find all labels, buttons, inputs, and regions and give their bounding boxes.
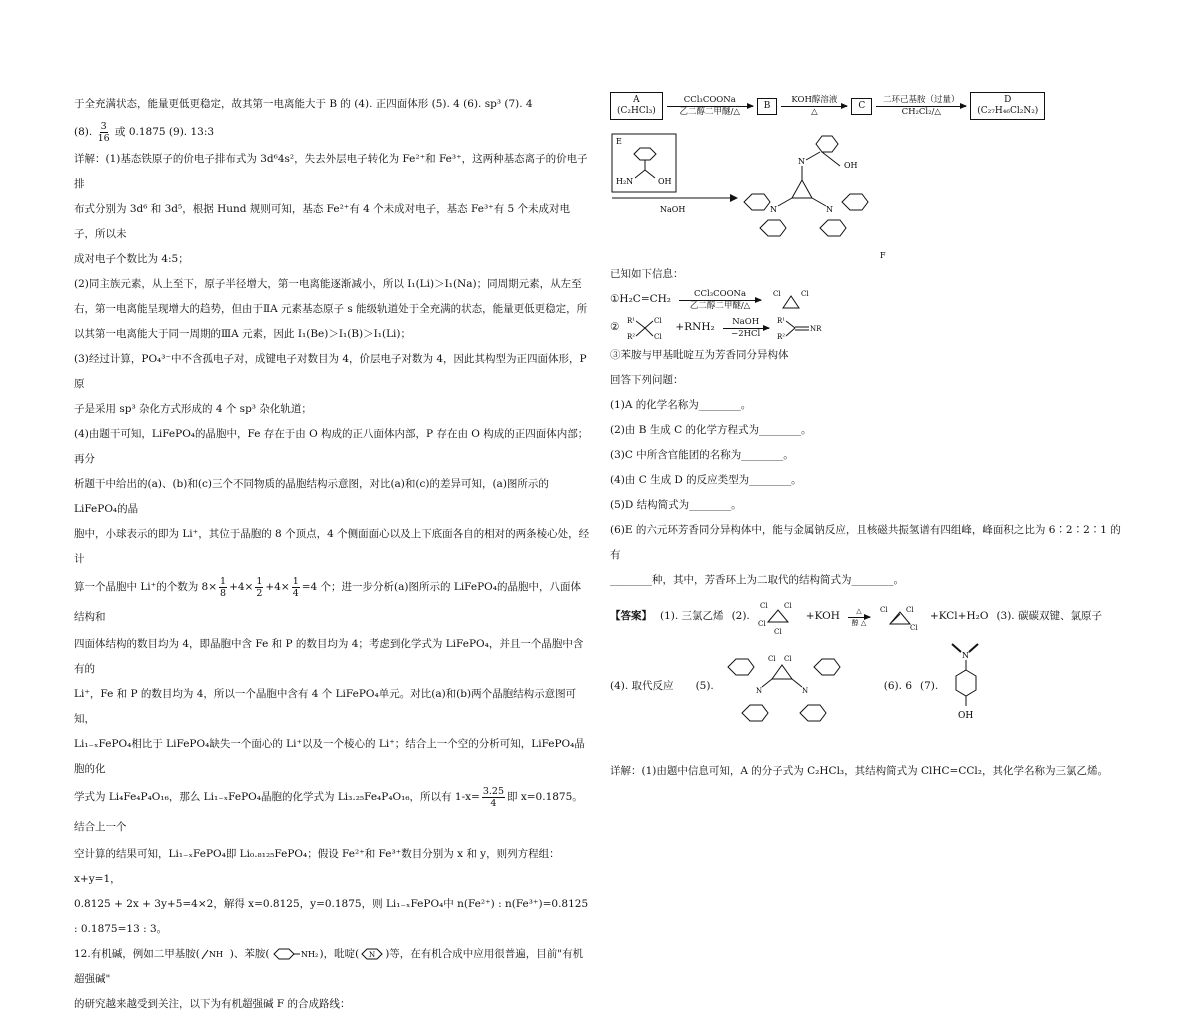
text-line: 的研究越来越受到关注，以下为有机超强碱 F 的合成路线： <box>74 998 351 1010</box>
question-3: (3)C 中所含官能团的名称为________。 <box>610 449 794 461</box>
text-line: 右，第一电离能呈现增大的趋势，但由于ⅡA 元素基态原子 s 能级轨道处于全充满的状态，能量更低更稳定，所 <box>74 303 588 315</box>
compound-c-box: C <box>851 98 872 115</box>
text-line: 成对电子个数比为 4:5； <box>74 253 189 265</box>
e-oh-label: OH <box>658 177 672 186</box>
answer-2-label: (2). <box>731 610 750 623</box>
left-column <box>74 92 590 1017</box>
dimethylamine-structure <box>200 947 230 961</box>
fraction <box>219 576 227 599</box>
right-column <box>610 90 1130 784</box>
text-fragment: ② <box>610 321 620 334</box>
answer-3: (3). 碳碳双键、氯原子 <box>996 610 1102 623</box>
fraction <box>98 121 110 144</box>
reaction-arrow <box>723 317 769 340</box>
answer-1: (1). 三氯乙烯 <box>660 610 724 623</box>
arrow-condition: 乙二醇二甲醚/△ <box>679 106 740 117</box>
text-fragment: +4× <box>265 581 290 593</box>
answer-4: (4). 取代反应 <box>610 680 674 693</box>
dichlorocyclopropane-structure <box>769 288 815 312</box>
compound-b-box: B <box>757 98 778 115</box>
f-n-label: N <box>798 157 805 166</box>
info-title: 已知如下信息： <box>610 268 684 280</box>
text-fragment: 算一个晶胞中 Li⁺的个数为 8× <box>74 581 218 593</box>
arrow-reagent: KOH醇溶液 <box>791 94 838 105</box>
imine-product-structure <box>777 314 831 342</box>
reaction-arrow: △ 醇 △ <box>848 606 870 629</box>
answer-row-2 <box>610 637 1130 737</box>
cl-label: Cl <box>783 655 792 663</box>
answer-2-reagent: +KOH <box>805 610 840 623</box>
text-line <box>74 572 590 632</box>
r2-label: R² <box>627 333 636 341</box>
fraction-denominator: 16 <box>97 132 110 144</box>
fraction <box>292 576 300 599</box>
svg-text:N: N <box>755 687 762 695</box>
tetrachlorocyclopropane-structure <box>758 598 798 636</box>
question-5: (5)D 结构简式为________。 <box>610 499 742 511</box>
box-formula: (C₂₇H₄₆Cl₂N₂) <box>977 106 1039 116</box>
pyridine-structure <box>359 947 385 961</box>
fraction-denominator: 8 <box>220 587 227 599</box>
text-fragment: 或 0.1875 (9). 13:3 <box>115 126 215 138</box>
arrow-reagent: CCl₃COONa <box>683 94 736 105</box>
question-1: (1)A 的化学名称为________。 <box>610 399 752 411</box>
fraction-numerator: 3.25 <box>482 785 504 797</box>
fraction-numerator: 1 <box>256 575 263 587</box>
dichloro-reactant-structure <box>627 314 667 342</box>
answer-2-products: +KCl+H₂O <box>929 610 989 623</box>
f-oh-label: OH <box>844 161 858 170</box>
text-line: Li₁₋ₓFePO₄相比于 LiFePO₄缺失一个面心的 Li⁺以及一个棱心的 Li⁺；结合上一个空的分析可知，LiFePO₄晶胞的化 <box>74 738 585 775</box>
arrow-condition: −2HCl <box>731 328 761 339</box>
compound-d-box <box>970 92 1045 120</box>
svg-text:N: N <box>770 205 777 214</box>
fraction <box>255 576 263 599</box>
svg-text:N: N <box>801 687 808 695</box>
text-line: 详解：(1)基态铁原子的价电子排布式为 3d⁶4s²，失去外层电子转化为 Fe²⁺和 Fe³⁺，这两种基态离子的价电子排 <box>74 153 588 190</box>
fraction-denominator: 4 <box>490 797 497 809</box>
text-line: 布式分别为 3d⁶ 和 3d⁵，根据 Hund 规则可知，基态 Fe²⁺有 4 个未成对电子，基态 Fe³⁺有 5 个未成对电子，所以未 <box>74 203 571 240</box>
aniline-structure <box>270 947 320 961</box>
r1-label: R¹ <box>627 317 636 325</box>
trichlorocyclopropene-structure <box>878 602 922 632</box>
arrow-condition: 醇 △ <box>851 618 867 627</box>
svg-text:N: N <box>826 205 833 214</box>
question-6b: ________种，其中，芳香环上为二取代的结构简式为________。 <box>610 574 904 586</box>
text-fragment: 学式为 Li₄Fe₄P₄O₁₆，那么 Li₁₋ₓFePO₄晶胞的化学式为 Li₃.₂₅Fe₄P₄O₁₆，所以有 1-x= <box>74 791 480 803</box>
cl-label: Cl <box>783 602 792 610</box>
question-2: (2)由 B 生成 C 的化学方程式为________。 <box>610 424 812 436</box>
fraction-denominator: 2 <box>256 587 263 599</box>
arrow-condition: 乙二醇二甲醚/△ <box>689 300 751 311</box>
cl-label: Cl <box>654 333 663 341</box>
text-line: (3)经过计算，PO₄³⁻中不含孤电子对，成键电子对数目为 4，价层电子对数为 4，因此其构型为正四面体形，P 原 <box>74 353 587 390</box>
cl-label: Cl <box>759 602 768 610</box>
cl-label: Cl <box>905 606 914 614</box>
box-label: A <box>633 95 640 105</box>
fraction <box>482 786 505 809</box>
text-fragment: 12.有机碱，例如二甲基胺( <box>74 948 200 960</box>
text-fragment: ①H₂C=CH₂ <box>610 293 672 306</box>
box-label: D <box>1004 95 1012 105</box>
r1-label: R¹ <box>776 317 785 325</box>
arrow-condition: CH₂Cl₂/△ <box>901 106 941 117</box>
detail-text: 详解：(1)由题中信息可知，A 的分子式为 C₂HCl₃，其结构简式为 ClHC=CCl₂，其化学名称为三氯乙烯。 <box>610 765 1108 777</box>
fraction-denominator: 4 <box>292 587 299 599</box>
text-fragment: =4 个；进一步分析(a)图所示的 LiFePO₄的晶胞中，八面体结构和 <box>74 581 581 623</box>
arrow-reagent: CCl₃COONa <box>693 288 747 299</box>
text-line: (4)由题干可知，LiFePO₄的晶胞中，Fe 存在于由 O 构成的正八面体内部，P 存在由 O 构成的正四面体内部；再分 <box>74 428 589 465</box>
answer-row-1 <box>610 597 1130 637</box>
cl-label: Cl <box>654 317 663 325</box>
reaction-arrow <box>679 289 761 312</box>
info-3: ③苯胺与甲基吡啶互为芳香同分异构体 <box>610 349 789 361</box>
info-2 <box>610 313 1130 343</box>
text-fragment: +4× <box>229 581 254 593</box>
naoh-label: NaOH <box>660 205 686 214</box>
text-line: 胞中，小球表示的即为 Li⁺，其位于晶胞的 8 个顶点，4 个侧面面心以及上下底面各自的相对的两条棱心处，经计 <box>74 528 590 565</box>
text-fragment: )等，在有机合成中应用很普遍，目前"有机超强碱" <box>74 948 584 985</box>
text-line: 四面体结构的数目均为 4，即晶胞中含 Fe 和 P 的数目均为 4；考虑到化学式为 LiFePO₄，并且一个晶胞中含有的 <box>74 638 584 675</box>
answer-5-label: (5). <box>695 680 714 693</box>
svg-text:N: N <box>369 951 376 959</box>
text-line: (2)同主族元素，从上至下，原子半径增大，第一电离能逐渐减小，所以 I₁(Li)＞I₁(Na)；同周期元素，从左至 <box>74 278 582 290</box>
synthesis-scheme <box>610 90 1130 122</box>
answer-7-label: (7). <box>920 680 939 693</box>
svg-text:N: N <box>962 651 970 660</box>
question-4: (4)由 C 生成 D 的反应类型为________。 <box>610 474 802 486</box>
cl-label: Cl <box>767 655 776 663</box>
oh-label: OH <box>958 711 974 721</box>
compound-f-scheme <box>610 132 930 262</box>
text-fragment: 即 x=0.1875。结合上一个 <box>74 791 583 833</box>
box-formula: (C₂HCl₃) <box>617 106 656 116</box>
text-line: 空计算的结果可知，Li₁₋ₓFePO₄即 Li₀.₈₁₂₅FePO₄；假设 Fe²⁺和 Fe³⁺数目分别为 x 和 y，则列方程组： x+y=1， <box>74 848 560 885</box>
cl-label: Cl <box>909 624 918 632</box>
text-line: 以其第一电离能大于同一周期的ⅢA 元素，因此 I₁(Be)＞I₁(B)＞I₁(Li)； <box>74 328 412 340</box>
fraction-numerator: 1 <box>292 575 299 587</box>
fraction-numerator: 1 <box>220 575 227 587</box>
answer-label: 【答案】 <box>610 610 652 623</box>
cl-label: Cl <box>773 290 781 298</box>
text-line: 子是采用 sp³ 杂化方式形成的 4 个 sp³ 杂化轨道； <box>74 403 312 415</box>
fraction-numerator: 3 <box>100 120 107 132</box>
cl-label: Cl <box>801 290 809 298</box>
arrow-condition: △ <box>811 106 818 117</box>
nh2-label: NH₂ <box>300 950 318 959</box>
text-fragment: (8). <box>74 126 93 138</box>
compound-f-label: F <box>880 251 886 260</box>
reaction-arrow <box>667 95 753 118</box>
nh-label: NH <box>208 950 223 959</box>
info-1 <box>610 287 1130 313</box>
text-line <box>74 117 590 147</box>
reaction-arrow <box>876 95 966 118</box>
reaction-arrow <box>781 95 847 118</box>
text-line: 0.8125 + 2x + 3y+5=4×2，解得 x=0.8125，y=0.1875，则 Li₁₋ₓFePO₄中 n(Fe²⁺) : n(Fe³⁺)=0.8125 : 0.1875=13 : 3。 <box>74 898 589 935</box>
text-line: 析题干中给出的(a)、(b)和(c)三个不同物质的晶胞结构示意图，对比(a)和(c)的差异可知，(a)图所示的 LiFePO₄的晶 <box>74 478 549 515</box>
nr-label: NR <box>809 325 822 333</box>
arrow-reagent: 二环己基胺（过量） <box>883 94 960 105</box>
r2-label: R² <box>776 333 785 341</box>
text-line <box>74 942 590 992</box>
compound-a-box <box>610 92 663 120</box>
question-6: (6)E 的六元环芳香同分异构体中，能与金属钠反应，且核磁共振氢谱有四组峰，峰面积之比为 6∶2∶2∶1 的有 <box>610 524 1121 561</box>
text-fragment: )，吡啶( <box>319 948 360 960</box>
questions-title: 回答下列问题： <box>610 374 684 386</box>
cl-label: Cl <box>773 628 782 636</box>
e-h2n-label: H₂N <box>616 177 634 186</box>
compound-d-structure <box>722 639 852 735</box>
text-fragment: +RNH₂ <box>675 321 715 334</box>
compound-e-label: E <box>616 137 622 146</box>
arrow-reagent: NaOH <box>732 316 760 327</box>
text-line: 于全充满状态，能量更低更稳定，故其第一电离能大于 B 的 (4). 正四面体形 (5). 4 (6). sp³ (7). 4 <box>74 98 533 110</box>
text-fragment: )、苯胺( <box>229 948 270 960</box>
answer-6: (6). 6 <box>883 680 913 693</box>
text-line: Li⁺，Fe 和 P 的数目均为 4，所以一个晶胞中含有 4 个 LiFePO₄单元。对比(a)和(b)两个晶胞结构示意图可知， <box>74 688 577 725</box>
dimethylaminophenol-structure <box>946 642 986 732</box>
text-line <box>74 782 590 842</box>
cl-label: Cl <box>879 606 888 614</box>
cl-label: Cl <box>757 620 766 628</box>
